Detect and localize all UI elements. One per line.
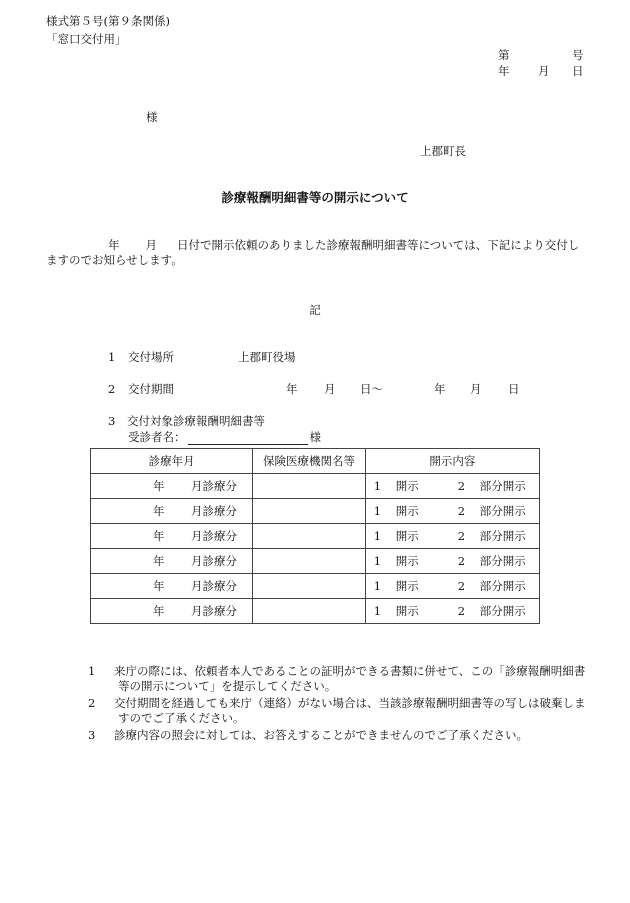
- form-number: 様式第５号(第９条関係): [46, 14, 170, 28]
- note-number: 2: [88, 695, 96, 710]
- option-partial-number: 2: [457, 504, 466, 518]
- body-paragraph: [46, 238, 586, 268]
- note-number: 3: [88, 727, 96, 742]
- note-text: 診療内容の照会に対しては、お答えすることができませんのでご了承ください。: [114, 727, 528, 742]
- option-partial-number: 2: [457, 579, 466, 593]
- period-start-day: 日～: [360, 382, 383, 396]
- institution-cell[interactable]: [253, 524, 366, 549]
- body-text: 日付で開示依頼のありました診療報酬明細書等については、下記により交付しますのでお知らせします。: [46, 238, 580, 267]
- header-consultation-month: 診療年月: [91, 449, 253, 474]
- item-target-label: 交付対象診療報酬明細書等: [126, 414, 265, 428]
- disclosure-cell: [365, 549, 539, 574]
- option-partial-disclose[interactable]: 部分開示: [479, 479, 526, 493]
- note-number: 1: [88, 664, 96, 678]
- header-institution: 保険医療機関名等: [253, 449, 366, 474]
- option-partial-disclose[interactable]: 部分開示: [479, 579, 526, 593]
- doc-number-prefix: 第: [498, 48, 510, 62]
- item-place: [108, 350, 296, 365]
- option-partial-number: 2: [457, 479, 466, 493]
- consultation-month-cell[interactable]: [91, 524, 253, 549]
- patient-name-field[interactable]: [188, 432, 308, 445]
- option-partial-disclose[interactable]: 部分開示: [479, 504, 526, 518]
- consultation-month-cell[interactable]: [91, 574, 253, 599]
- doc-number-suffix: 号: [572, 48, 584, 62]
- patient-name-label: 受診者名：: [128, 430, 186, 444]
- table-row: [91, 599, 540, 624]
- disclosure-cell: [365, 574, 539, 599]
- row-year: 年: [153, 504, 165, 518]
- option-disclose-number: 1: [373, 479, 382, 493]
- period-end-day: 日: [508, 382, 520, 396]
- header-disclosure: 開示内容: [365, 449, 539, 474]
- note-text: 交付期間を経過しても来庁（連絡）がない場合は、当該診療報酬明細書等の写しは破棄しますのでご了承ください。: [114, 695, 586, 725]
- body-year: 年: [108, 238, 120, 252]
- disclosure-cell: [365, 599, 539, 624]
- option-disclose[interactable]: 開示: [395, 504, 419, 518]
- option-disclose-number: 1: [373, 504, 382, 518]
- institution-cell[interactable]: [253, 574, 366, 599]
- option-disclose[interactable]: 開示: [395, 554, 419, 568]
- row-month: 月診療分: [191, 504, 237, 518]
- consultation-month-cell[interactable]: [91, 599, 253, 624]
- period-end-month: 月: [470, 382, 482, 396]
- option-partial-disclose[interactable]: 部分開示: [479, 604, 526, 618]
- table-header-row: [91, 449, 540, 474]
- consultation-month-cell[interactable]: [91, 499, 253, 524]
- patient-name-row: [128, 430, 321, 445]
- date-month: 月: [538, 64, 550, 78]
- institution-cell[interactable]: [253, 549, 366, 574]
- body-month: 月: [145, 238, 157, 252]
- item-place-number: 1: [108, 350, 116, 364]
- note-text: 来庁の際には、依頼者本人であることの証明ができる書類に併せて、この「診療報酬明細書等の開示について」を提示してください。: [114, 664, 586, 693]
- table-row: [91, 574, 540, 599]
- option-disclose[interactable]: 開示: [395, 529, 419, 543]
- item-target: [108, 414, 265, 429]
- consultation-month-cell[interactable]: [91, 474, 253, 499]
- table-row: [91, 524, 540, 549]
- disclosure-table: [90, 448, 540, 624]
- row-month: 月診療分: [191, 554, 237, 568]
- row-month: 月診療分: [191, 529, 237, 543]
- note-item: [88, 728, 588, 743]
- institution-cell[interactable]: [253, 474, 366, 499]
- row-year: 年: [153, 579, 165, 593]
- disclosure-cell: [365, 474, 539, 499]
- row-year: 年: [153, 554, 165, 568]
- disclosure-cell: [365, 524, 539, 549]
- option-partial-number: 2: [457, 529, 466, 543]
- row-year: 年: [153, 529, 165, 543]
- note-item: [88, 696, 588, 726]
- notes: [88, 664, 588, 745]
- option-partial-disclose[interactable]: 部分開示: [479, 529, 526, 543]
- option-disclose-number: 1: [373, 554, 382, 568]
- row-month: 月診療分: [191, 479, 237, 493]
- option-disclose[interactable]: 開示: [395, 479, 419, 493]
- note-item: [88, 664, 588, 694]
- disclosure-cell: [365, 499, 539, 524]
- institution-cell[interactable]: [253, 499, 366, 524]
- option-disclose-number: 1: [373, 529, 382, 543]
- period-start-month: 月: [324, 382, 336, 396]
- period-end-year: 年: [434, 382, 446, 396]
- period-start-year: 年: [286, 382, 298, 396]
- option-partial-disclose[interactable]: 部分開示: [479, 554, 526, 568]
- option-disclose-number: 1: [373, 604, 382, 618]
- consultation-month-cell[interactable]: [91, 549, 253, 574]
- date-year: 年: [498, 64, 510, 78]
- option-disclose[interactable]: 開示: [395, 604, 419, 618]
- institution-cell[interactable]: [253, 599, 366, 624]
- item-period-number: 2: [108, 382, 116, 396]
- option-disclose-number: 1: [373, 579, 382, 593]
- item-target-number: 3: [108, 414, 116, 428]
- row-year: 年: [153, 479, 165, 493]
- patient-name-suffix: 様: [309, 430, 321, 444]
- form-usage: 「窓口交付用」: [46, 32, 127, 46]
- row-month: 月診療分: [191, 579, 237, 593]
- row-year: 年: [153, 604, 165, 618]
- item-place-label: 交付場所: [128, 350, 174, 364]
- table-row: [91, 474, 540, 499]
- page-title: 診療報酬明細書等の開示について: [221, 190, 409, 205]
- option-disclose[interactable]: 開示: [395, 579, 419, 593]
- record-mark: 記: [309, 303, 321, 317]
- addressee: 様: [146, 110, 158, 124]
- issuer: 上郡町長: [420, 144, 466, 158]
- item-period-label: 交付期間: [128, 382, 174, 396]
- option-partial-number: 2: [457, 554, 466, 568]
- table-row: [91, 499, 540, 524]
- item-place-value: 上郡町役場: [238, 350, 296, 364]
- row-month: 月診療分: [191, 604, 237, 618]
- option-partial-number: 2: [457, 604, 466, 618]
- table-row: [91, 549, 540, 574]
- date-day: 日: [572, 64, 584, 78]
